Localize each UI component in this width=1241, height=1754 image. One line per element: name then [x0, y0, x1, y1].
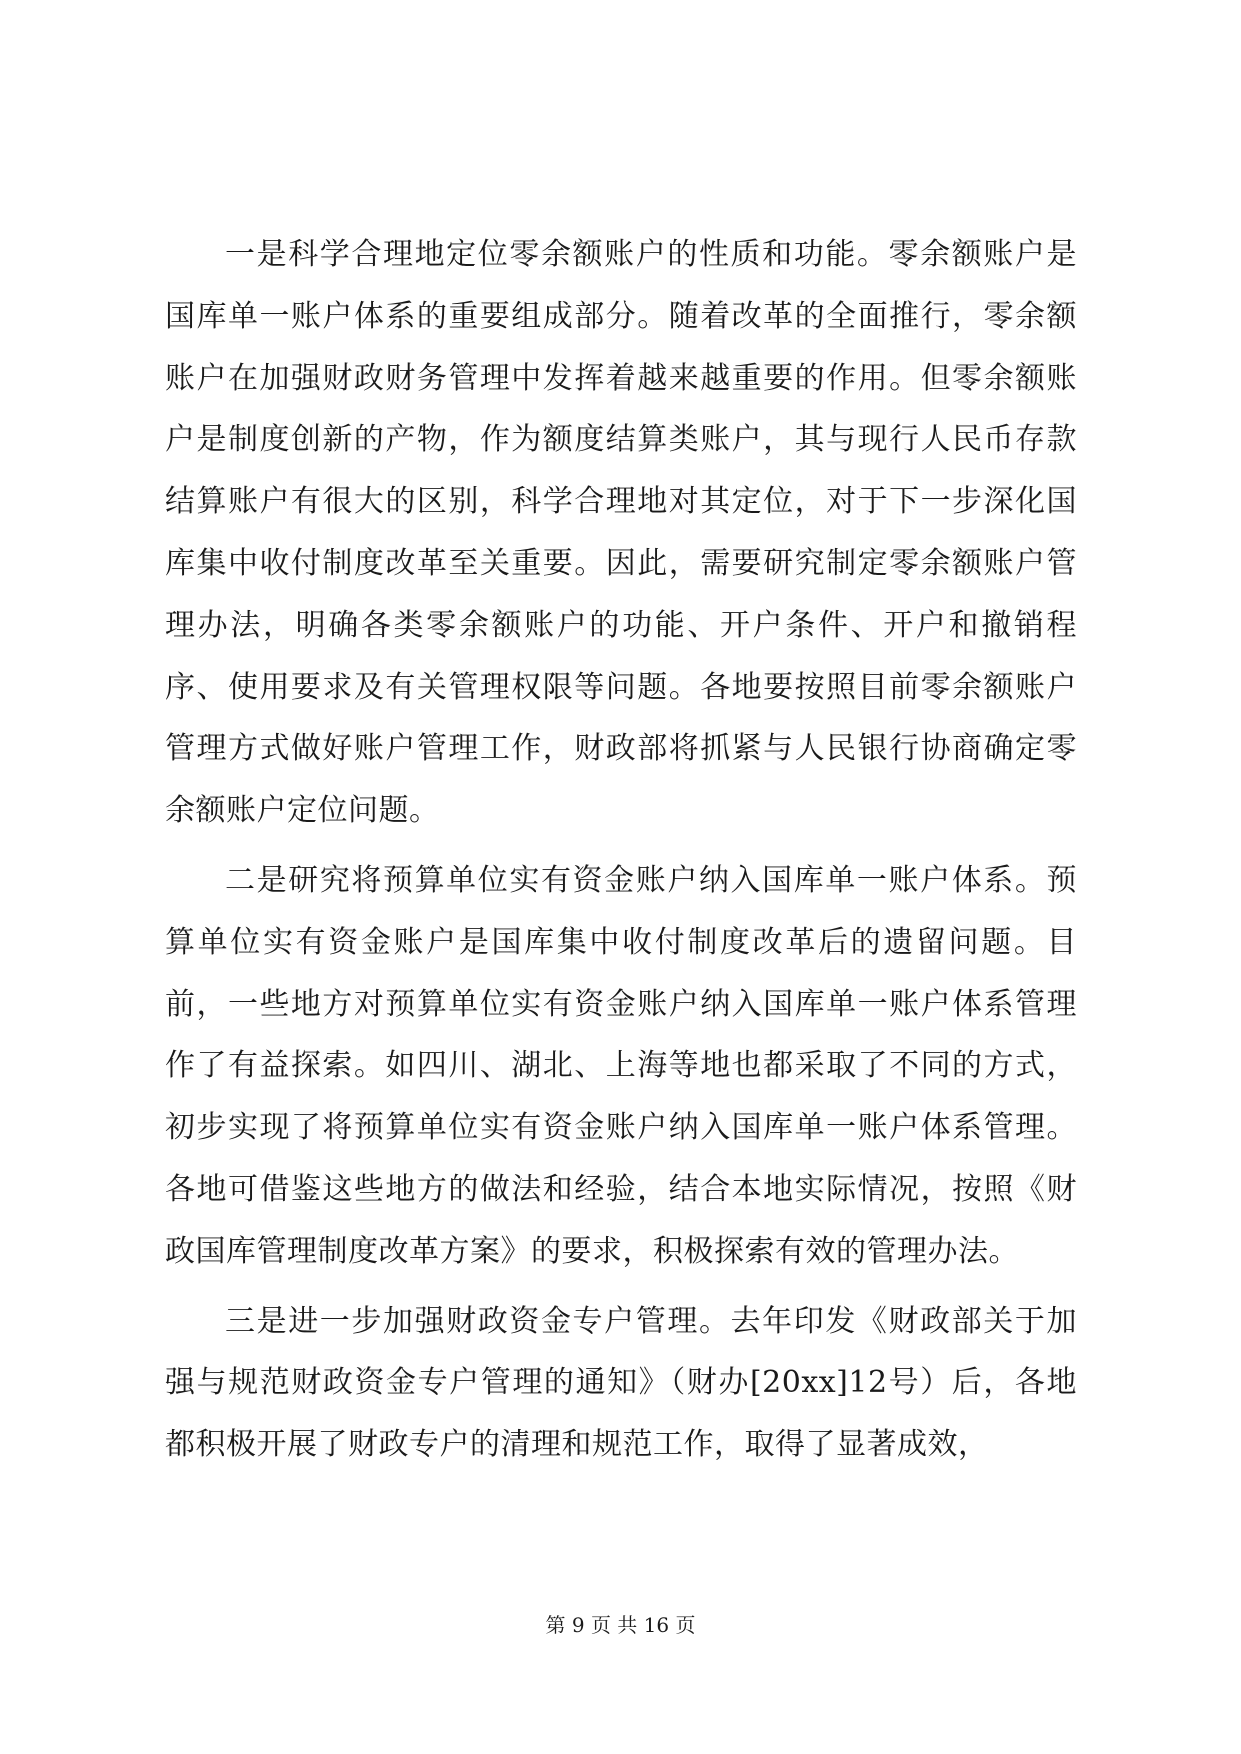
paragraph-1: 一是科学合理地定位零余额账户的性质和功能。零余额账户是国库单一账户体系的重要组成部分。随着改革的全面推行，零余额账户在加强财政财务管理中发挥着越来越重要的作用。但零余额账户是制度创新的产物，作为额度结算类账户，其与现行人民币存款结算账户有很大的区别，科学合理地对其定位，对于下一步深化国库集中收付制度改革至关重要。因此，需要研究制定零余额账户管理办法，明确各类零余额账户的功能、开户条件、开户和撤销程序、使用要求及有关管理权限等问题。各地要按照目前零余额账户管理方式做好账户管理工作，财政部将抓紧与人民银行协商确定零余额账户定位问题。: [165, 237, 1077, 829]
page-footer: [0, 1610, 1241, 1640]
paragraph-2: 二是研究将预算单位实有资金账户纳入国库单一账户体系。预算单位实有资金账户是国库集中收付制度改革后的遗留问题。目前，一些地方对预算单位实有资金账户纳入国库单一账户体系管理作了有益探索。如四川、湖北、上海等地也都采取了不同的方式，初步实现了将预算单位实有资金账户纳入国库单一账户体系管理。各地可借鉴这些地方的做法和经验，结合本地实际情况，按照《财政国库管理制度改革方案》的要求，积极探索有效的管理办法。: [165, 862, 1077, 1269]
page-number-label: 第 9 页 共 16 页: [545, 1613, 696, 1637]
paragraph-3: 三是进一步加强财政资金专户管理。去年印发《财政部关于加强与规范财政资金专户管理的通知》（财办[20xx]12号）后，各地都积极开展了财政专户的清理和规范工作，取得了显著成效，: [165, 1303, 1077, 1463]
document-body: [165, 224, 1077, 1484]
